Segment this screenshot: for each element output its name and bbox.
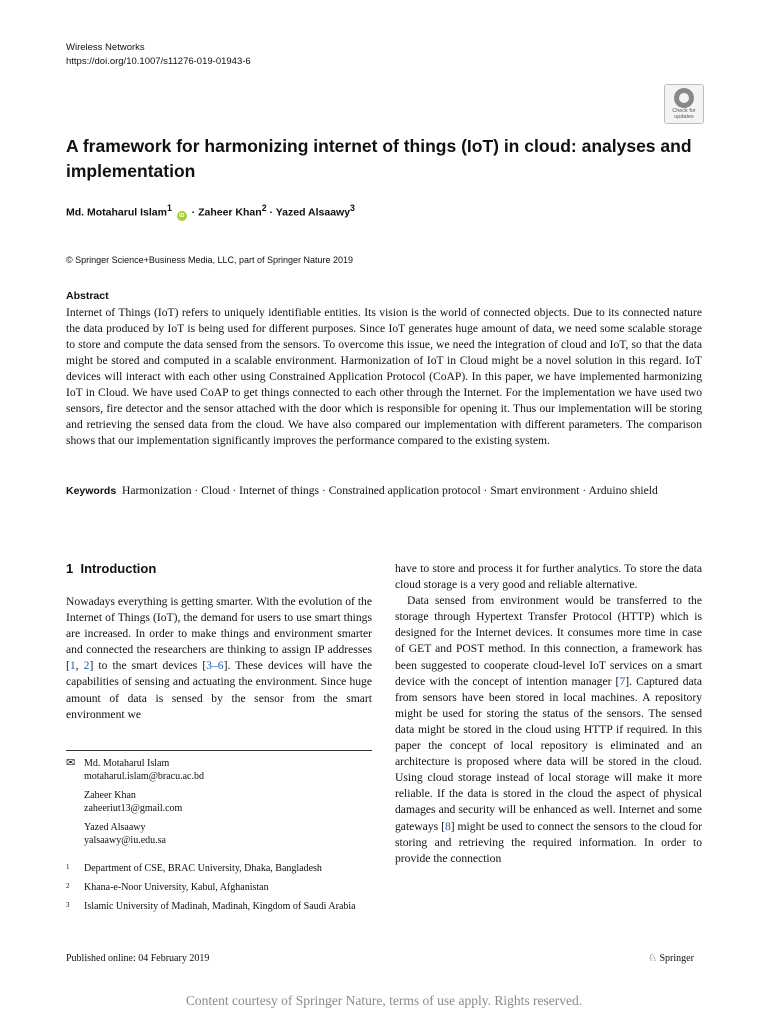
abstract-heading: Abstract xyxy=(66,290,109,302)
intro-right-column xyxy=(395,561,702,867)
copyright-notice: © Springer Science+Business Media, LLC, part of Springer Nature 2019 xyxy=(66,255,354,265)
corr-email[interactable]: yalsaawy@iu.edu.sa xyxy=(84,835,166,846)
correspondence-block xyxy=(66,757,372,847)
text-run: Data sensed from environment would be transferred to the storage through Hypertext Transfer Protocol (HTTP) which is designed for the Internet devices. It consumes more time in case of GET and POST method. In this connection, a framework has been suggested to cooperate cloud-level IoT services on a smart device with the concept of intention manager [ xyxy=(395,594,702,688)
affiliation-number: 2 xyxy=(66,882,70,890)
corr-email[interactable]: motaharul.islam@bracu.ac.bd xyxy=(84,771,204,782)
corr-name: Md. Motaharul Islam xyxy=(84,758,170,769)
author-1-aff: 1 xyxy=(166,203,172,213)
citation-link[interactable]: 1 xyxy=(69,659,76,673)
check-updates-label-1: Check for xyxy=(672,108,696,114)
envelope-icon: ✉ xyxy=(66,757,76,769)
text-run: , xyxy=(75,659,84,673)
text-run: ] might be used to connect the sensors to the cloud for storing and retrieving the required information. In order to provide the connection xyxy=(395,819,702,865)
citation-link[interactable]: 7 xyxy=(619,674,626,688)
corr-name: Zaheer Khan xyxy=(84,790,136,801)
intro-paragraph: have to store and process it for further analytics. To store the data cloud storage is a very good and reliable alternative. xyxy=(395,562,702,592)
affiliation-number: 1 xyxy=(66,863,70,871)
section-number: 1 xyxy=(66,561,74,576)
affiliation-3 xyxy=(66,900,372,913)
affiliation-text: Khana-e-Noor University, Kabul, Afghanistan xyxy=(84,882,269,893)
author-3-aff: 3 xyxy=(350,203,355,213)
text-run: ] to the smart devices [ xyxy=(89,659,207,673)
corr-name: Yazed Alsaawy xyxy=(84,822,146,833)
keywords-text: Harmonization · Cloud · Internet of things · Constrained application protocol · Smart environment · Arduino shield xyxy=(121,484,658,497)
keywords-block xyxy=(66,483,706,499)
author-3[interactable]: Yazed Alsaawy xyxy=(275,206,351,219)
check-updates-label-2: updates xyxy=(674,114,694,120)
journal-name: Wireless Networks xyxy=(66,42,145,53)
paper-title: A framework for harmonizing internet of things (IoT) in cloud: analyses and implementation xyxy=(66,136,692,181)
doi-link[interactable]: https://doi.org/10.1007/s11276-019-01943-6 xyxy=(66,56,251,67)
footnote-divider xyxy=(66,750,372,751)
author-2[interactable]: Zaheer Khan xyxy=(198,206,262,219)
rights-footer: Content courtesy of Springer Nature, terms of use apply. Rights reserved. xyxy=(185,993,583,1008)
citation-link[interactable]: 3–6 xyxy=(206,659,224,673)
intro-paragraph xyxy=(66,594,372,723)
author-1[interactable]: Md. Motaharul Islam xyxy=(66,206,167,219)
affiliation-2 xyxy=(66,881,372,894)
corr-email[interactable]: zaheeriut13@gmail.com xyxy=(84,803,183,814)
author-separator: · xyxy=(191,206,196,219)
keywords-label: Keywords xyxy=(66,485,117,497)
affiliation-text: Department of CSE, BRAC University, Dhaka, Bangladesh xyxy=(84,863,322,874)
section-heading xyxy=(66,561,156,576)
intro-left-column xyxy=(66,594,372,723)
journal-header xyxy=(66,41,251,69)
publisher-name: Springer xyxy=(659,953,694,964)
text-run: Nowadays everything is getting smarter. With the evolution of the Internet of Things (IoT), the demand for users to use smart things are increased. In order to make things and environment smarter and connected the researchers are thinking to assign IP addresses [ xyxy=(66,595,372,673)
published-date: Published online: 04 February 2019 xyxy=(66,953,210,964)
author-2-aff: 2 xyxy=(261,203,267,213)
check-updates-icon xyxy=(674,88,694,108)
text-run: ]. Captured data from sensors have been stored in local machines. A repository might be used for storing the status of the sensors. The sensed data might be stored in the cloud using HTTP if required. In this paper the concept of local repository is eliminated and an architecture is proposed where data will be stored in the cloud. Using cloud storage instead of local storage will make it more reliable. If the data is stored in the cloud the aspect of physical damages and security will be enhanced as well. Internet and some gateways [ xyxy=(395,674,703,833)
citation-link[interactable]: 2 xyxy=(83,659,90,673)
affiliation-1 xyxy=(66,862,372,875)
section-title: Introduction xyxy=(80,561,157,576)
text-run: ]. These devices will have the capabilities of sensing and actuating the environment. Since huge amount of data is sensed by the sensor from the smart environment we xyxy=(66,659,373,721)
author-list xyxy=(66,203,355,221)
affiliation-text: Islamic University of Madinah, Madinah, Kingdom of Saudi Arabia xyxy=(84,901,356,912)
affiliation-number: 3 xyxy=(66,901,70,909)
publisher-mark xyxy=(648,953,694,964)
orcid-icon[interactable]: iD xyxy=(177,211,187,221)
citation-link[interactable]: 8 xyxy=(444,819,451,833)
springer-horse-icon: ♘ xyxy=(648,953,657,964)
intro-paragraph xyxy=(395,593,702,867)
check-for-updates-badge[interactable] xyxy=(664,84,704,124)
author-separator: · xyxy=(269,206,273,219)
abstract-text: Internet of Things (IoT) refers to uniquely identifiable entities. Its vision is the world of connected objects. Due to its connected nature the data produced by IoT is being used for different purposes. Since IoT generates huge amount of data, we need some scalable storage to store and compute the data sensed from the sensors. To overcome this issue, we need the integration of cloud and IoT, so that the data might be stored and computed in a scalable environment. Harmonization of IoT in Cloud might be a novel solution in this regard. IoT devices will interact with each other using Constrained Application Protocol (CoAP). In this paper, we have implemented harmonizing IoT in Cloud. We have used CoAP to get things connected to each other through the Internet. For the implementation we have used two sensors, fire detector and the sensor attached with the door which is responsible for opening it. Thus our implementation will be storing and retrieving the sensed data from the cloud. We have also compared our implementation with different parameters. The comparison shows that our implementation significantly improves the performance compared to the existing system. xyxy=(66,306,702,447)
